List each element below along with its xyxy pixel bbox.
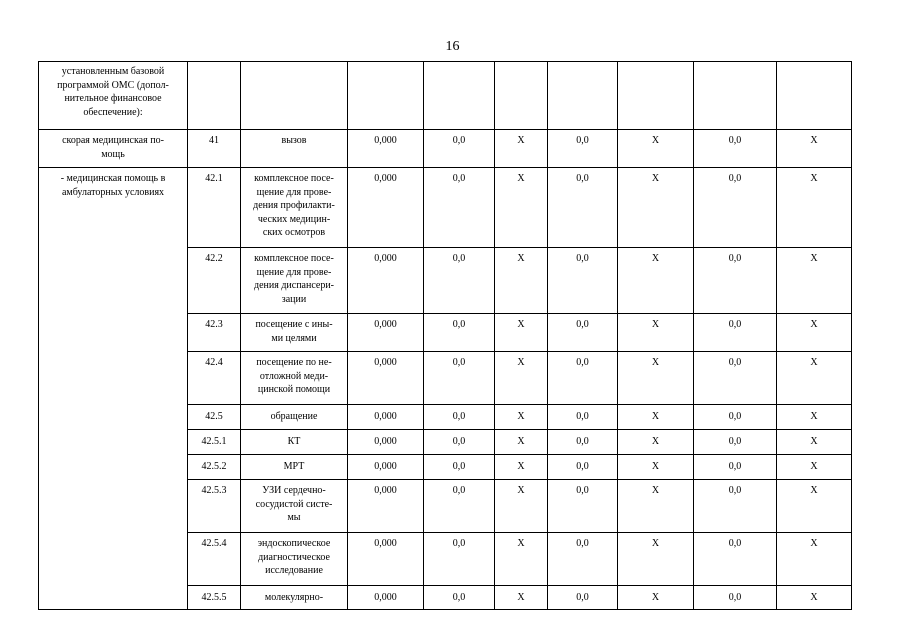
- cell-value: 0,0: [424, 430, 495, 455]
- row-description: МРТ: [241, 455, 348, 480]
- cell-value: X: [495, 480, 548, 533]
- cell-value: 0,0: [694, 352, 777, 405]
- cell-value: 0,000: [348, 405, 424, 430]
- row-description: эндоскопическое диагностическое исследование: [241, 533, 348, 586]
- cell-value: 0,000: [348, 168, 424, 248]
- cell-value: 0,0: [694, 455, 777, 480]
- empty-cell: [241, 62, 348, 130]
- cell-value: 0,0: [548, 314, 618, 352]
- cell-value: X: [777, 168, 852, 248]
- cell-value: 0,0: [694, 405, 777, 430]
- cell-value: 0,0: [694, 586, 777, 610]
- cell-value: X: [495, 352, 548, 405]
- cell-value: 0,0: [424, 533, 495, 586]
- empty-cell: [548, 62, 618, 130]
- section-label: скорая медицинская по- мощь: [39, 130, 188, 168]
- cell-value: 0,0: [694, 533, 777, 586]
- cell-value: 0,0: [548, 480, 618, 533]
- empty-cell: [348, 62, 424, 130]
- cell-value: X: [777, 480, 852, 533]
- row-description: УЗИ сердечно- сосудистой систе- мы: [241, 480, 348, 533]
- empty-cell: [424, 62, 495, 130]
- cell-value: X: [618, 352, 694, 405]
- row-description: обращение: [241, 405, 348, 430]
- cell-value: X: [777, 455, 852, 480]
- empty-cell: [618, 62, 694, 130]
- cell-value: X: [495, 455, 548, 480]
- cell-value: X: [618, 533, 694, 586]
- cell-value: X: [495, 130, 548, 168]
- cell-value: 0,000: [348, 352, 424, 405]
- cell-value: X: [495, 586, 548, 610]
- row-description: вызов: [241, 130, 348, 168]
- row-code: 42.2: [188, 248, 241, 314]
- row-description: КТ: [241, 430, 348, 455]
- cell-value: 0,000: [348, 130, 424, 168]
- row-code: 42.5.2: [188, 455, 241, 480]
- row-code: 41: [188, 130, 241, 168]
- row-code: 42.4: [188, 352, 241, 405]
- cell-value: X: [618, 405, 694, 430]
- cell-value: 0,000: [348, 248, 424, 314]
- cell-value: 0,000: [348, 533, 424, 586]
- cell-value: X: [618, 480, 694, 533]
- cell-value: 0,0: [548, 405, 618, 430]
- empty-cell: [495, 62, 548, 130]
- cell-value: 0,000: [348, 586, 424, 610]
- row-description: посещение по не- отложной меди- цинской помощи: [241, 352, 348, 405]
- section-label: установленным базовой программой ОМС (допол- нительное финансовое обеспечение):: [39, 62, 188, 130]
- cell-value: 0,000: [348, 430, 424, 455]
- cell-value: X: [777, 405, 852, 430]
- cell-value: 0,0: [548, 130, 618, 168]
- cell-value: 0,000: [348, 314, 424, 352]
- cell-value: 0,000: [348, 455, 424, 480]
- empty-cell: [777, 62, 852, 130]
- data-table: [38, 61, 852, 610]
- empty-cell: [694, 62, 777, 130]
- cell-value: 0,0: [694, 168, 777, 248]
- table-row: [39, 168, 852, 248]
- cell-value: X: [618, 314, 694, 352]
- row-code: 42.5.4: [188, 533, 241, 586]
- header-row: [39, 62, 852, 130]
- cell-value: X: [495, 533, 548, 586]
- cell-value: X: [618, 130, 694, 168]
- cell-value: 0,0: [548, 533, 618, 586]
- page-number: 16: [445, 39, 460, 54]
- cell-value: X: [495, 314, 548, 352]
- cell-value: X: [495, 168, 548, 248]
- cell-value: 0,0: [424, 130, 495, 168]
- row-code: 42.5.1: [188, 430, 241, 455]
- cell-value: 0,0: [694, 430, 777, 455]
- cell-value: 0,0: [548, 168, 618, 248]
- cell-value: 0,0: [694, 314, 777, 352]
- cell-value: 0,0: [694, 130, 777, 168]
- cell-value: X: [618, 430, 694, 455]
- cell-value: X: [618, 168, 694, 248]
- row-code: 42.5.3: [188, 480, 241, 533]
- cell-value: 0,0: [424, 314, 495, 352]
- row-code: 42.1: [188, 168, 241, 248]
- cell-value: X: [777, 130, 852, 168]
- cell-value: 0,0: [548, 352, 618, 405]
- cell-value: 0,0: [424, 480, 495, 533]
- cell-value: X: [777, 586, 852, 610]
- cell-value: X: [618, 586, 694, 610]
- cell-value: X: [777, 248, 852, 314]
- cell-value: 0,0: [424, 248, 495, 314]
- cell-value: 0,0: [694, 480, 777, 533]
- cell-value: 0,0: [548, 586, 618, 610]
- cell-value: 0,0: [548, 248, 618, 314]
- section-label: - медицинская помощь в амбулаторных условиях: [39, 168, 188, 610]
- row-code: 42.3: [188, 314, 241, 352]
- table-row: [39, 130, 852, 168]
- cell-value: X: [777, 533, 852, 586]
- cell-value: X: [777, 430, 852, 455]
- cell-value: X: [495, 430, 548, 455]
- cell-value: X: [777, 352, 852, 405]
- cell-value: 0,0: [694, 248, 777, 314]
- empty-cell: [188, 62, 241, 130]
- row-code: 42.5: [188, 405, 241, 430]
- cell-value: 0,000: [348, 480, 424, 533]
- row-description: комплексное посе- щение для прове- дения диспансери- зации: [241, 248, 348, 314]
- cell-value: X: [495, 248, 548, 314]
- cell-value: X: [495, 405, 548, 430]
- cell-value: 0,0: [424, 405, 495, 430]
- row-description: посещение с ины- ми целями: [241, 314, 348, 352]
- row-code: 42.5.5: [188, 586, 241, 610]
- cell-value: 0,0: [424, 586, 495, 610]
- cell-value: X: [618, 248, 694, 314]
- cell-value: X: [777, 314, 852, 352]
- row-description: комплексное посе- щение для прове- дения профилакти- ческих медицин- ских осмотров: [241, 168, 348, 248]
- cell-value: 0,0: [548, 430, 618, 455]
- cell-value: X: [618, 455, 694, 480]
- row-description: молекулярно-: [241, 586, 348, 610]
- cell-value: 0,0: [424, 455, 495, 480]
- cell-value: 0,0: [424, 168, 495, 248]
- cell-value: 0,0: [424, 352, 495, 405]
- cell-value: 0,0: [548, 455, 618, 480]
